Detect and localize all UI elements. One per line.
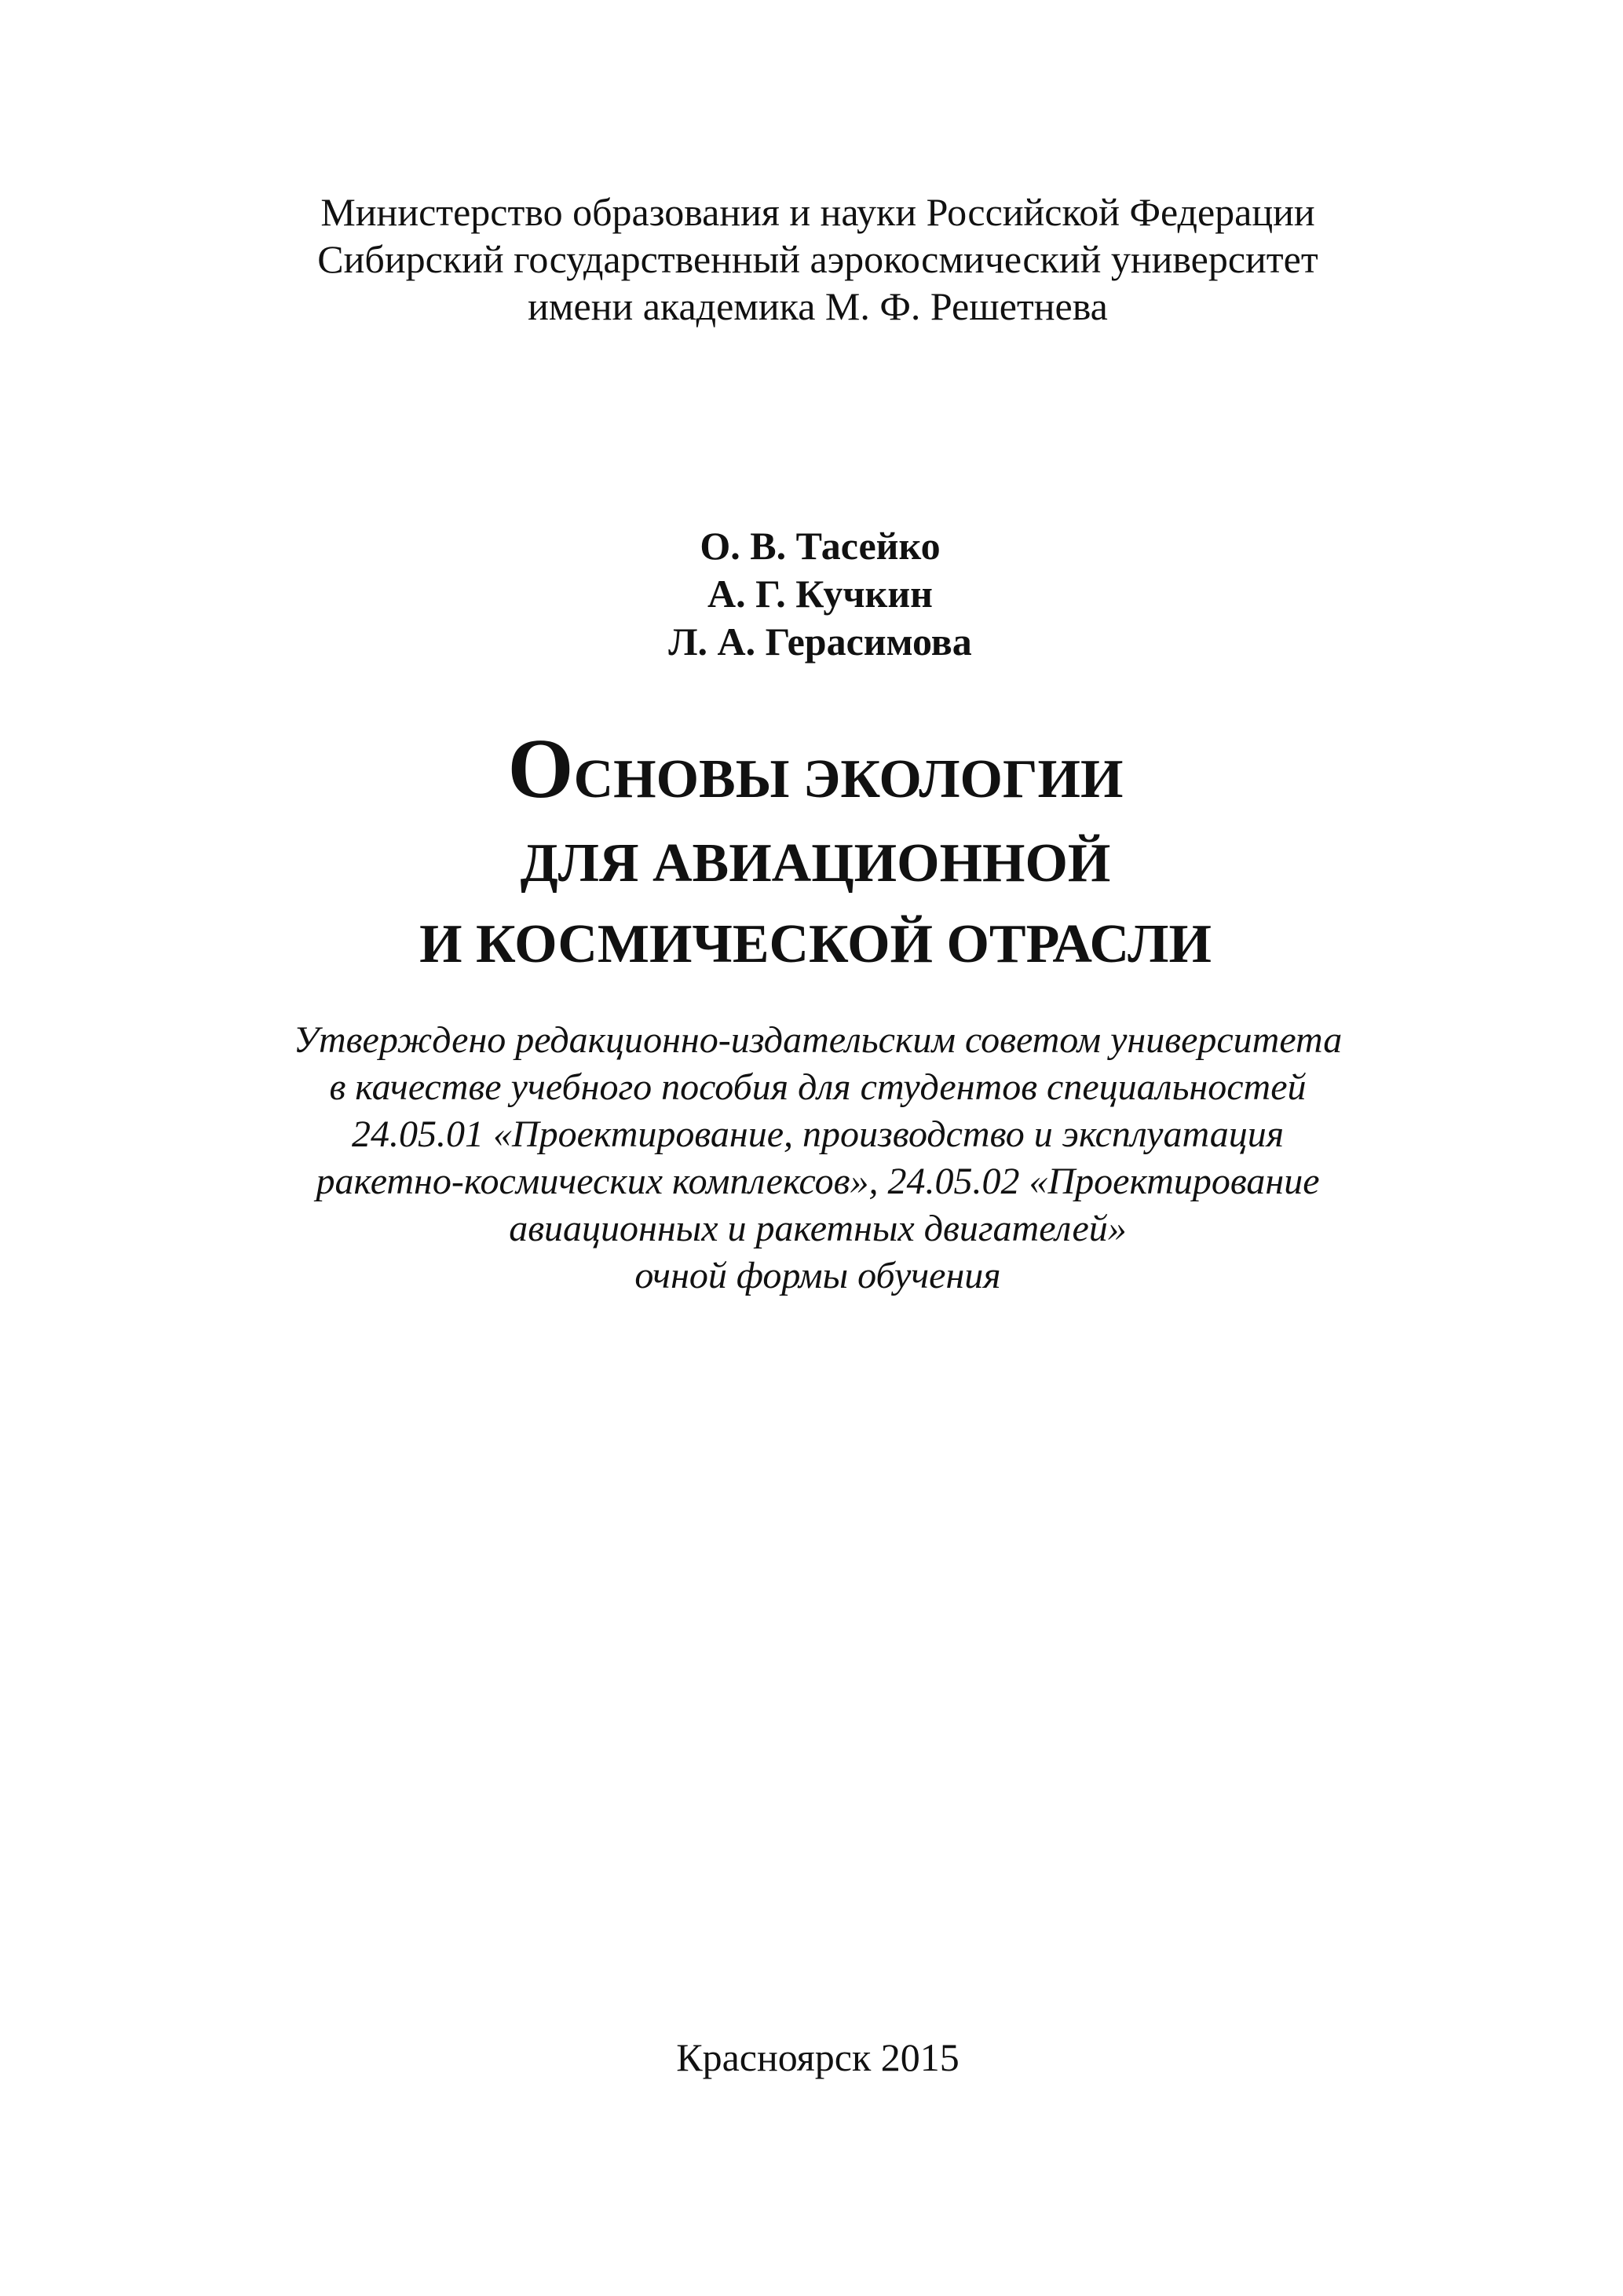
imprint xyxy=(6,2034,1623,2081)
city-year: Красноярск 2015 xyxy=(676,2035,960,2079)
university-name-line: имени академика М. Ф. Решетнева xyxy=(528,284,1108,328)
title-line-1: ОСНОВЫ ЭКОЛОГИИ xyxy=(507,722,1124,816)
approval-line-6: очной формы обучения xyxy=(634,1255,1001,1296)
author-name: О. В. Тасейко xyxy=(700,524,941,568)
ministry-line: Министерство образования и науки Российской Федерации xyxy=(320,190,1315,234)
approval-line-2: в качестве учебного пособия для студентов специальностей xyxy=(329,1066,1307,1108)
approval-line-3: 24.05.01 «Проектирование, производство и эксплуатация xyxy=(351,1113,1285,1155)
author-name: Л. А. Герасимова xyxy=(668,620,972,664)
approval-line-5: авиационных и ракетных двигателей» xyxy=(509,1208,1127,1249)
author-name: А. Г. Кучкин xyxy=(707,572,933,616)
title-line-2: ДЛЯ АВИАЦИОННОЙ xyxy=(520,833,1111,894)
approval-line-4: ракетно-космических комплексов», 24.05.02 «Проектирование xyxy=(316,1161,1320,1202)
book-title xyxy=(4,722,1623,985)
title-line-3: И КОСМИЧЕСКОЙ ОТРАСЛИ xyxy=(419,914,1212,974)
university-line: Сибирский государственный аэрокосмический университет xyxy=(317,237,1318,281)
institution-header xyxy=(6,188,1623,330)
approval-statement xyxy=(6,1017,1623,1300)
approval-line-1: Утверждено редакционно-издательским советом университета xyxy=(293,1019,1343,1061)
authors-list xyxy=(9,522,1623,666)
